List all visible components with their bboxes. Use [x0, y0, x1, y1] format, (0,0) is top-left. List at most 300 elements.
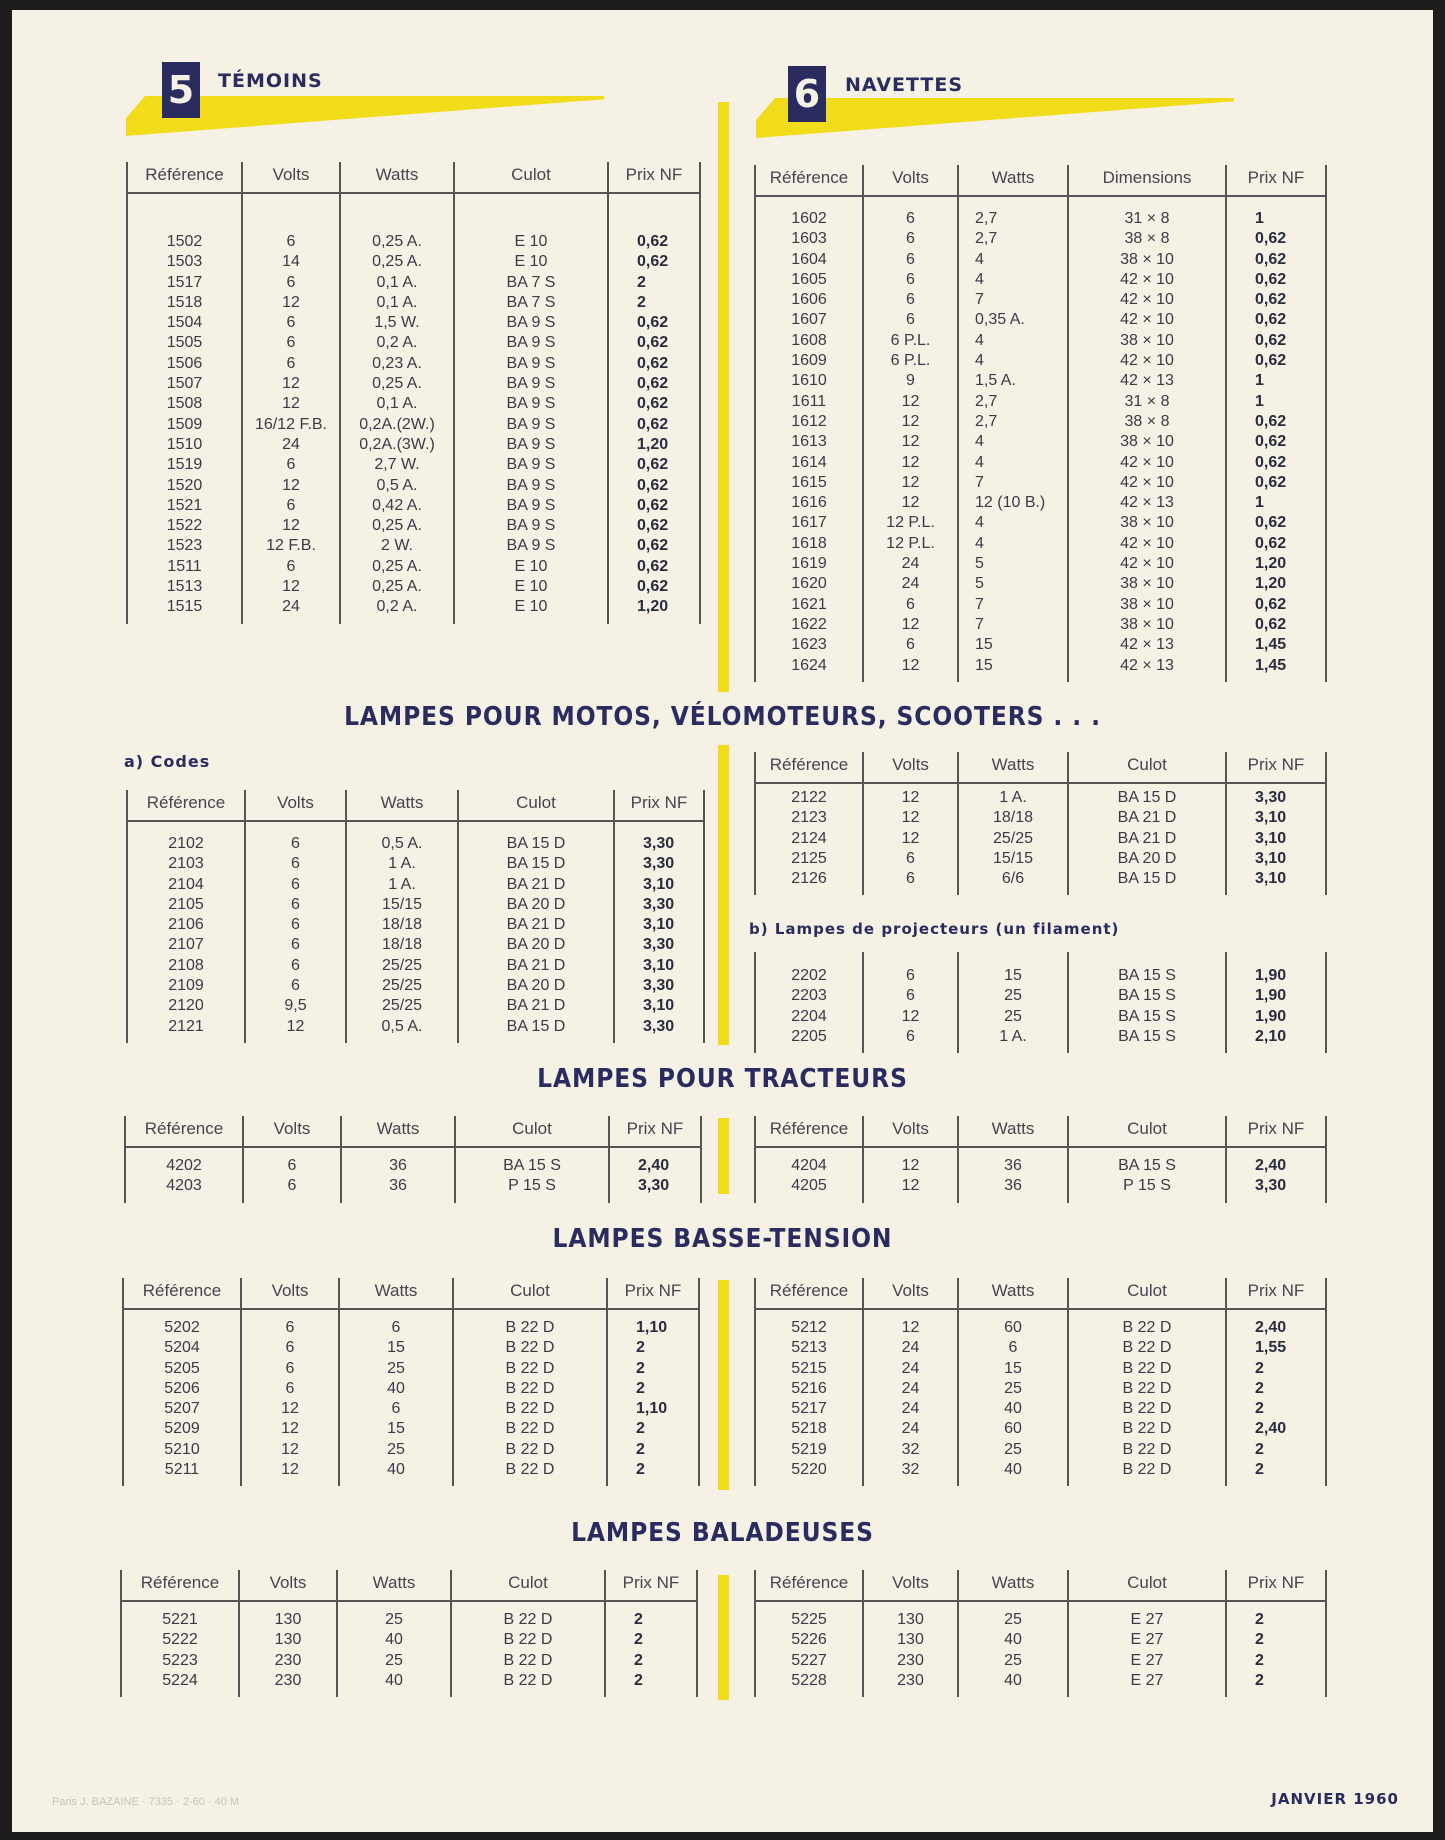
- col-prix-cell: 3,10: [614, 996, 704, 1016]
- table-row: [125, 1156, 701, 1176]
- table-row: [755, 595, 1326, 615]
- codes-table: [126, 790, 705, 1043]
- col-reference-cell: 1618: [755, 534, 863, 554]
- col-watts-cell: 0,1 A.: [340, 293, 454, 313]
- col-reference-cell: 2122: [755, 788, 863, 808]
- col-watts-cell: 15: [339, 1338, 453, 1358]
- table-row: [755, 513, 1326, 533]
- col-culot-cell: B 22 D: [1068, 1338, 1226, 1358]
- col-prix-header: Prix NF: [614, 790, 704, 821]
- col-culot-cell: B 22 D: [1068, 1419, 1226, 1439]
- table-row: [755, 635, 1326, 655]
- col-reference-cell: 5202: [123, 1318, 241, 1338]
- col-volts-cell: 6: [245, 875, 346, 895]
- table-row: [755, 1156, 1326, 1176]
- col-reference-cell: 5221: [121, 1610, 239, 1630]
- col-watts-cell: 25: [958, 1651, 1068, 1671]
- spacer-row: [127, 1037, 704, 1043]
- table-row: [127, 597, 700, 617]
- table-row: [755, 1419, 1326, 1439]
- col-culot-cell: 38 × 8: [1068, 229, 1226, 249]
- col-watts-cell: 5: [958, 574, 1068, 594]
- col-watts-cell: 12 (10 B.): [958, 493, 1068, 513]
- col-prix-cell: 3,30: [614, 935, 704, 955]
- navettes-title: NAVETTES: [845, 74, 964, 96]
- col-prix-cell: 0,62: [608, 476, 700, 496]
- col-watts-cell: 0,2 A.: [340, 597, 454, 617]
- col-culot-cell: B 22 D: [451, 1610, 605, 1630]
- col-volts-cell: 24: [242, 597, 340, 617]
- col-reference-cell: 1610: [755, 371, 863, 391]
- col-prix-cell: 1: [1226, 392, 1326, 412]
- col-watts-cell: 25: [337, 1610, 451, 1630]
- col-culot-cell: BA 15 S: [455, 1156, 609, 1176]
- col-watts-cell: 25/25: [958, 829, 1068, 849]
- col-watts-cell: 0,5 A.: [346, 834, 458, 854]
- col-prix-cell: 2: [607, 1338, 699, 1358]
- col-culot-cell: B 22 D: [453, 1379, 607, 1399]
- col-reference-cell: 5219: [755, 1440, 863, 1460]
- col-reference-cell: 2203: [755, 986, 863, 1006]
- col-watts-cell: 6/6: [958, 869, 1068, 889]
- col-volts-header: Volts: [245, 790, 346, 821]
- spacer-row: [755, 952, 1326, 966]
- spacer-row: [755, 1480, 1326, 1486]
- col-culot-cell: BA 9 S: [454, 313, 608, 333]
- col-culot-cell: E 10: [454, 252, 608, 272]
- col-volts-cell: 130: [239, 1630, 337, 1650]
- col-watts-header: Watts: [958, 752, 1068, 783]
- col-watts-cell: 0,35 A.: [958, 310, 1068, 330]
- col-volts-cell: 6: [242, 496, 340, 516]
- col-culot-cell: 38 × 10: [1068, 574, 1226, 594]
- col-prix-cell: 0,62: [608, 354, 700, 374]
- col-volts-cell: 6 P.L.: [863, 331, 958, 351]
- table-row: [755, 1379, 1326, 1399]
- col-reference-cell: 1517: [127, 273, 242, 293]
- table-row: [755, 1460, 1326, 1480]
- col-volts-cell: 12: [242, 374, 340, 394]
- col-watts-header: Watts: [339, 1278, 453, 1309]
- col-culot-cell: BA 15 D: [458, 834, 614, 854]
- col-reference-cell: 1605: [755, 270, 863, 290]
- col-prix-cell: 0,62: [1226, 331, 1326, 351]
- col-reference-cell: 1615: [755, 473, 863, 493]
- table-row: [127, 496, 700, 516]
- col-culot-cell: B 22 D: [453, 1419, 607, 1439]
- col-reference-cell: 1624: [755, 656, 863, 676]
- col-prix-cell: 2: [1226, 1610, 1326, 1630]
- col-culot-cell: B 22 D: [451, 1651, 605, 1671]
- col-volts-cell: 130: [863, 1630, 958, 1650]
- col-watts-cell: 6: [958, 1338, 1068, 1358]
- col-reference-header: Référence: [755, 165, 863, 196]
- col-reference-cell: 4203: [125, 1176, 243, 1196]
- col-watts-cell: 36: [341, 1156, 455, 1176]
- col-prix-header: Prix NF: [1226, 1116, 1326, 1147]
- col-watts-cell: 25: [339, 1359, 453, 1379]
- col-culot-cell: E 10: [454, 597, 608, 617]
- temoins-title: TÉMOINS: [218, 70, 323, 92]
- table-row: [127, 956, 704, 976]
- table-row: [755, 351, 1326, 371]
- col-watts-cell: 2,7 W.: [340, 455, 454, 475]
- col-prix-cell: 3,10: [614, 875, 704, 895]
- col-watts-cell: 7: [958, 615, 1068, 635]
- baladeuses-left-table: [120, 1570, 698, 1697]
- col-volts-cell: 9: [863, 371, 958, 391]
- col-prix-cell: 2,10: [1226, 1027, 1326, 1047]
- col-watts-cell: 0,2 A.: [340, 333, 454, 353]
- col-culot-header: Culot: [453, 1278, 607, 1309]
- col-culot-cell: B 22 D: [1068, 1440, 1226, 1460]
- col-culot-cell: 31 × 8: [1068, 392, 1226, 412]
- table-row: [125, 1176, 701, 1196]
- table-row: [123, 1460, 699, 1480]
- col-watts-cell: 25: [958, 1007, 1068, 1027]
- col-watts-cell: 40: [339, 1379, 453, 1399]
- spacer-row: [755, 1047, 1326, 1053]
- col-prix-cell: 2: [605, 1610, 697, 1630]
- col-volts-cell: 6: [863, 635, 958, 655]
- col-reference-cell: 1604: [755, 250, 863, 270]
- col-prix-cell: 1,45: [1226, 656, 1326, 676]
- col-prix-cell: 0,62: [608, 252, 700, 272]
- col-culot-header: Culot: [451, 1570, 605, 1601]
- baladeuses-right-table: [754, 1570, 1327, 1697]
- col-watts-header: Watts: [958, 1278, 1068, 1309]
- table-row: [755, 1651, 1326, 1671]
- col-reference-cell: 1509: [127, 415, 242, 435]
- col-watts-cell: 2,7: [958, 412, 1068, 432]
- center-divider-top: [718, 102, 729, 692]
- col-prix-cell: 0,62: [608, 455, 700, 475]
- col-watts-cell: 60: [958, 1419, 1068, 1439]
- header-row: [755, 165, 1326, 196]
- spacer-row: [127, 193, 700, 232]
- col-culot-cell: 42 × 10: [1068, 473, 1226, 493]
- col-volts-header: Volts: [863, 1570, 958, 1601]
- table-row: [127, 455, 700, 475]
- col-watts-cell: 0,25 A.: [340, 374, 454, 394]
- table-row: [755, 229, 1326, 249]
- col-prix-cell: 3,30: [1226, 788, 1326, 808]
- col-prix-cell: 3,30: [614, 854, 704, 874]
- col-watts-cell: 40: [339, 1460, 453, 1480]
- col-volts-cell: 12: [863, 392, 958, 412]
- col-prix-cell: 2,40: [1226, 1156, 1326, 1176]
- col-volts-cell: 12: [863, 1318, 958, 1338]
- col-volts-cell: 12 P.L.: [863, 513, 958, 533]
- col-volts-cell: 6: [242, 557, 340, 577]
- col-volts-cell: 12: [863, 808, 958, 828]
- table-row: [755, 1440, 1326, 1460]
- table-row: [755, 986, 1326, 1006]
- table-row: [755, 493, 1326, 513]
- header-row: [127, 790, 704, 821]
- col-prix-cell: 2: [1226, 1399, 1326, 1419]
- col-watts-cell: 2 W.: [340, 536, 454, 556]
- spacer-row: [125, 1147, 701, 1156]
- col-reference-cell: 1523: [127, 536, 242, 556]
- col-prix-cell: 0,62: [1226, 250, 1326, 270]
- col-culot-cell: 38 × 10: [1068, 250, 1226, 270]
- col-reference-cell: 2125: [755, 849, 863, 869]
- col-prix-header: Prix NF: [609, 1116, 701, 1147]
- col-reference-cell: 2205: [755, 1027, 863, 1047]
- col-prix-cell: 0,62: [1226, 595, 1326, 615]
- col-culot-cell: BA 15 D: [1068, 788, 1226, 808]
- col-reference-cell: 1521: [127, 496, 242, 516]
- col-prix-cell: 3,30: [614, 834, 704, 854]
- col-reference-cell: 2106: [127, 915, 245, 935]
- col-volts-cell: 6: [863, 310, 958, 330]
- col-reference-header: Référence: [755, 752, 863, 783]
- col-watts-cell: 25/25: [346, 956, 458, 976]
- col-reference-cell: 5204: [123, 1338, 241, 1358]
- col-culot-cell: 42 × 10: [1068, 554, 1226, 574]
- col-culot-header: Dimensions: [1068, 165, 1226, 196]
- col-volts-cell: 12 P.L.: [863, 534, 958, 554]
- col-prix-cell: 2: [607, 1419, 699, 1439]
- col-prix-cell: 0,62: [1226, 615, 1326, 635]
- col-culot-cell: BA 9 S: [454, 415, 608, 435]
- col-prix-cell: 1,20: [1226, 574, 1326, 594]
- col-reference-cell: 5215: [755, 1359, 863, 1379]
- col-culot-header: Culot: [1068, 1570, 1226, 1601]
- col-volts-cell: 16/12 F.B.: [242, 415, 340, 435]
- header-row: [123, 1278, 699, 1309]
- col-prix-cell: 3,30: [614, 976, 704, 996]
- col-prix-cell: 0,62: [608, 415, 700, 435]
- col-culot-cell: B 22 D: [1068, 1359, 1226, 1379]
- col-culot-cell: BA 9 S: [454, 476, 608, 496]
- col-volts-cell: 12: [242, 394, 340, 414]
- col-culot-cell: BA 7 S: [454, 293, 608, 313]
- table-row: [755, 1671, 1326, 1691]
- col-volts-header: Volts: [863, 1278, 958, 1309]
- header-row: [755, 1278, 1326, 1309]
- col-culot-cell: BA 9 S: [454, 354, 608, 374]
- col-volts-cell: 12: [241, 1460, 339, 1480]
- center-divider-tracteurs: [718, 1118, 729, 1194]
- col-volts-cell: 12: [245, 1017, 346, 1037]
- table-row: [123, 1379, 699, 1399]
- col-watts-cell: 0,25 A.: [340, 252, 454, 272]
- col-reference-cell: 1507: [127, 374, 242, 394]
- col-culot-cell: BA 21 D: [458, 875, 614, 895]
- col-volts-cell: 6: [241, 1359, 339, 1379]
- col-volts-cell: 12: [242, 577, 340, 597]
- basse-tension-left-table: [122, 1278, 700, 1486]
- col-prix-cell: 3,10: [614, 956, 704, 976]
- col-volts-cell: 6: [245, 834, 346, 854]
- col-reference-cell: 1602: [755, 209, 863, 229]
- col-watts-cell: 1 A.: [958, 788, 1068, 808]
- col-culot-cell: B 22 D: [1068, 1460, 1226, 1480]
- col-prix-cell: 0,62: [608, 374, 700, 394]
- col-culot-cell: BA 9 S: [454, 374, 608, 394]
- col-prix-cell: 0,62: [608, 232, 700, 252]
- col-prix-cell: 2: [1226, 1359, 1326, 1379]
- table-row: [755, 250, 1326, 270]
- col-prix-cell: 0,62: [1226, 453, 1326, 473]
- col-volts-cell: 6: [863, 250, 958, 270]
- col-volts-cell: 12: [863, 615, 958, 635]
- col-prix-cell: 0,62: [1226, 513, 1326, 533]
- col-reference-cell: 5211: [123, 1460, 241, 1480]
- col-volts-cell: 24: [863, 1338, 958, 1358]
- table-row: [127, 394, 700, 414]
- col-watts-cell: 40: [337, 1630, 451, 1650]
- col-prix-cell: 1,90: [1226, 986, 1326, 1006]
- col-volts-header: Volts: [242, 162, 340, 193]
- col-prix-cell: 1: [1226, 493, 1326, 513]
- col-culot-cell: BA 15 S: [1068, 966, 1226, 986]
- col-watts-cell: 25: [337, 1651, 451, 1671]
- col-culot-cell: BA 15 S: [1068, 1007, 1226, 1027]
- col-reference-cell: 4205: [755, 1176, 863, 1196]
- col-prix-cell: 0,62: [608, 313, 700, 333]
- col-prix-cell: 2: [605, 1630, 697, 1650]
- spacer-row: [755, 1147, 1326, 1156]
- table-row: [123, 1318, 699, 1338]
- col-reference-header: Référence: [755, 1570, 863, 1601]
- col-watts-cell: 1,5 A.: [958, 371, 1068, 391]
- col-watts-cell: 18/18: [346, 935, 458, 955]
- table-row: [127, 915, 704, 935]
- col-volts-cell: 12: [241, 1419, 339, 1439]
- col-volts-cell: 12: [863, 473, 958, 493]
- col-reference-cell: 4204: [755, 1156, 863, 1176]
- col-prix-cell: 1,20: [608, 435, 700, 455]
- col-prix-cell: 2: [1226, 1630, 1326, 1650]
- table-row: [755, 808, 1326, 828]
- col-prix-cell: 3,10: [614, 915, 704, 935]
- col-volts-cell: 6: [863, 1027, 958, 1047]
- col-culot-cell: 42 × 10: [1068, 290, 1226, 310]
- col-reference-cell: 2126: [755, 869, 863, 889]
- col-watts-cell: 40: [337, 1671, 451, 1691]
- table-row: [755, 656, 1326, 676]
- col-volts-cell: 230: [239, 1671, 337, 1691]
- table-row: [755, 1027, 1326, 1047]
- navettes-table: [754, 165, 1327, 682]
- col-reference-cell: 5205: [123, 1359, 241, 1379]
- table-row: [755, 270, 1326, 290]
- col-reference-cell: 1511: [127, 557, 242, 577]
- col-watts-cell: 0,23 A.: [340, 354, 454, 374]
- col-prix-cell: 2: [605, 1651, 697, 1671]
- col-reference-cell: 1513: [127, 577, 242, 597]
- col-culot-cell: 42 × 10: [1068, 270, 1226, 290]
- col-watts-cell: 18/18: [346, 915, 458, 935]
- table-row: [127, 536, 700, 556]
- col-culot-cell: 38 × 10: [1068, 331, 1226, 351]
- col-reference-cell: 2123: [755, 808, 863, 828]
- col-reference-cell: 5222: [121, 1630, 239, 1650]
- col-watts-header: Watts: [341, 1116, 455, 1147]
- date-label: JANVIER 1960: [1271, 1790, 1399, 1808]
- col-watts-cell: 2,7: [958, 209, 1068, 229]
- col-watts-header: Watts: [340, 162, 454, 193]
- col-volts-cell: 6: [242, 455, 340, 475]
- col-watts-cell: 0,5 A.: [346, 1017, 458, 1037]
- col-volts-cell: 12: [863, 1176, 958, 1196]
- table-row: [127, 895, 704, 915]
- col-watts-cell: 15/15: [346, 895, 458, 915]
- col-culot-cell: BA 7 S: [454, 273, 608, 293]
- col-prix-cell: 2: [605, 1671, 697, 1691]
- table-row: [755, 1399, 1326, 1419]
- col-culot-cell: B 22 D: [451, 1630, 605, 1650]
- col-prix-cell: 2: [607, 1460, 699, 1480]
- spacer-row: [123, 1480, 699, 1486]
- col-reference-cell: 5227: [755, 1651, 863, 1671]
- col-prix-header: Prix NF: [1226, 1278, 1326, 1309]
- col-culot-cell: BA 9 S: [454, 455, 608, 475]
- col-watts-cell: 7: [958, 473, 1068, 493]
- motos-title: LAMPES POUR MOTOS, VÉLOMOTEURS, SCOOTERS . . .: [344, 702, 1101, 732]
- col-watts-cell: 25: [958, 986, 1068, 1006]
- col-volts-cell: 6: [242, 273, 340, 293]
- col-reference-cell: 5216: [755, 1379, 863, 1399]
- col-watts-cell: 0,2A.(2W.): [340, 415, 454, 435]
- col-culot-cell: B 22 D: [453, 1318, 607, 1338]
- col-prix-cell: 0,62: [608, 516, 700, 536]
- spacer-row: [755, 1197, 1326, 1203]
- table-row: [127, 1017, 704, 1037]
- col-volts-cell: 12: [863, 453, 958, 473]
- col-prix-cell: 1,20: [1226, 554, 1326, 574]
- col-volts-cell: 12: [863, 788, 958, 808]
- col-culot-cell: BA 15 D: [1068, 869, 1226, 889]
- col-culot-cell: BA 9 S: [454, 394, 608, 414]
- col-watts-header: Watts: [958, 165, 1068, 196]
- col-reference-cell: 1606: [755, 290, 863, 310]
- table-row: [755, 869, 1326, 889]
- col-prix-cell: 3,30: [614, 1017, 704, 1037]
- table-row: [755, 331, 1326, 351]
- col-culot-cell: BA 21 D: [1068, 808, 1226, 828]
- col-watts-cell: 0,25 A.: [340, 557, 454, 577]
- col-culot-cell: B 22 D: [453, 1399, 607, 1419]
- col-volts-cell: 6: [241, 1379, 339, 1399]
- col-volts-cell: 6: [243, 1156, 341, 1176]
- col-watts-cell: 0,25 A.: [340, 232, 454, 252]
- table-row: [755, 310, 1326, 330]
- col-culot-cell: BA 15 D: [458, 1017, 614, 1037]
- col-culot-cell: 42 × 10: [1068, 453, 1226, 473]
- col-culot-cell: B 22 D: [453, 1359, 607, 1379]
- table-row: [755, 1318, 1326, 1338]
- table-row: [127, 854, 704, 874]
- col-prix-cell: 1,90: [1226, 1007, 1326, 1027]
- col-volts-header: Volts: [863, 752, 958, 783]
- col-volts-cell: 24: [863, 1359, 958, 1379]
- col-reference-cell: 1614: [755, 453, 863, 473]
- col-watts-cell: 25: [958, 1440, 1068, 1460]
- col-culot-cell: BA 20 D: [458, 895, 614, 915]
- col-prix-cell: 2: [607, 1359, 699, 1379]
- col-volts-header: Volts: [863, 1116, 958, 1147]
- col-volts-cell: 6: [245, 915, 346, 935]
- col-reference-cell: 1621: [755, 595, 863, 615]
- temoins-table: [126, 162, 701, 624]
- col-reference-cell: 1617: [755, 513, 863, 533]
- spacer-row: [127, 821, 704, 834]
- col-volts-cell: 6: [245, 956, 346, 976]
